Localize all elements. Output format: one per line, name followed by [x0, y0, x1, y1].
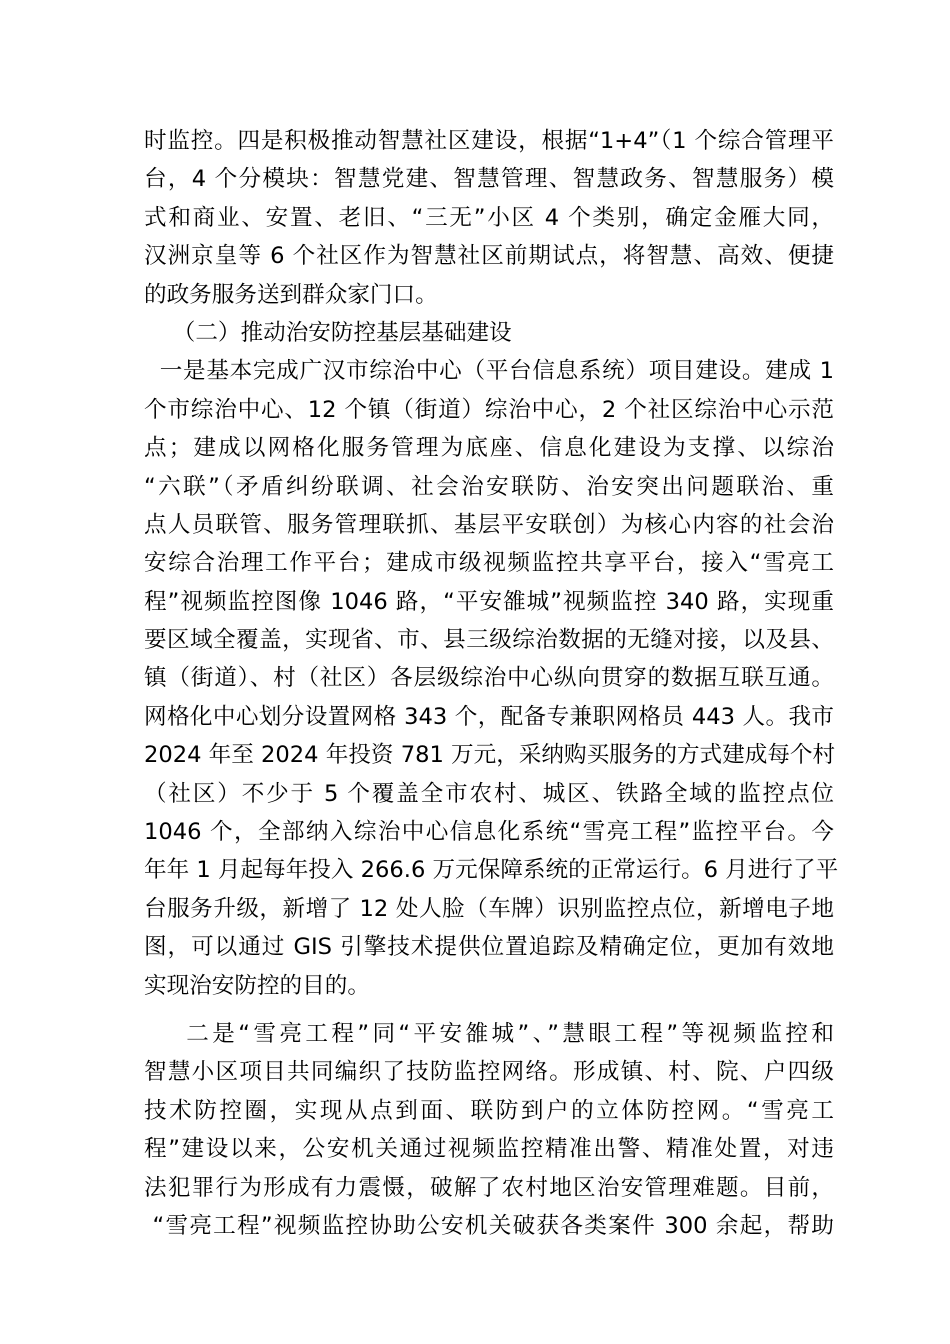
text-line: 年年 1 月起每年投入 266.6 万元保障系统的正常运行。6 月进行了平 [144, 857, 839, 884]
text-line: 的政务服务送到群众家门口。 [144, 281, 438, 308]
text-line: “雪亮工程”视频监控协助公安机关破获各类案件 300 余起，帮助 [144, 1212, 834, 1239]
text-line: 要区域全覆盖，实现省、市、县三级综治数据的无缝对接，以及县、 [144, 627, 834, 654]
text-line: 程”视频监控图像 1046 路，“平安雒城”视频监控 340 路，实现重 [144, 588, 834, 615]
section-heading-text: （二）推动治安防控基层基础建设 [144, 319, 512, 346]
text-line: 一是基本完成广汉市综治中心（平台信息系统）项目建设。建成 1 [144, 358, 834, 385]
paragraph-integrated-center [144, 352, 839, 1005]
text-line: 技术防控圈，实现从点到面、联防到户的立体防控网。“雪亮工 [144, 1097, 834, 1124]
text-line: 汉洲京皇等 6 个社区作为智慧社区前期试点，将智慧、高效、便捷 [144, 243, 834, 270]
text-line: 2024 年至 2024 年投资 781 万元，采纳购买服务的方式建成每个村 [144, 742, 836, 769]
text-line: 1046 个，全部纳入综治中心信息化系统“雪亮工程”监控平台。今 [144, 819, 834, 846]
document-body [144, 122, 839, 1245]
text-line: 智慧小区项目共同编织了技防监控网络。形成镇、村、院、户四级 [144, 1059, 834, 1086]
text-line: 镇（街道）、村（社区）各层级综治中心纵向贯穿的数据互联互通。 [144, 665, 834, 692]
text-line: 安综合治理工作平台；建成市级视频监控共享平台，接入“雪亮工 [144, 550, 834, 577]
text-line: 法犯罪行为形成有力震慑，破解了农村地区治安管理难题。目前， [144, 1174, 834, 1201]
text-line: 台，4 个分模块：智慧党建、智慧管理、智慧政务、智慧服务）模 [144, 166, 834, 193]
text-line: 网格化中心划分设置网格 343 个，配备专兼职网格员 443 人。我市 [144, 703, 834, 730]
text-line: （社区）不少于 5 个覆盖全市农村、城区、铁路全域的监控点位 [144, 780, 834, 807]
text-line: 二是“雪亮工程”同“平安雒城”、”慧眼工程”等视频监控和 [144, 1020, 834, 1047]
paragraph-snow-bright-project [144, 1015, 834, 1245]
text-line: 时监控。四是积极推动智慧社区建设，根据“1+4”（1 个综合管理平 [144, 128, 834, 154]
text-line: 图，可以通过 GIS 引擎技术提供位置追踪及精确定位，更加有效地 [144, 934, 834, 961]
section-heading [144, 314, 834, 352]
text-line: 点人员联管、服务管理联抓、基层平安联创）为核心内容的社会治 [144, 511, 834, 538]
paragraph-spacer [144, 1005, 834, 1015]
text-line: 个市综治中心、12 个镇（街道）综治中心，2 个社区综治中心示范 [144, 396, 834, 423]
text-line: 实现治安防控的目的。 [144, 972, 370, 999]
text-line: “六联”（矛盾纠纷联调、社会治安联防、治安突出问题联治、重 [144, 473, 834, 500]
text-line: 点；建成以网格化服务管理为底座、信息化建设为支撑、以综治 [144, 435, 834, 462]
paragraph-smart-community [144, 122, 834, 314]
text-line: 程”建设以来，公安机关通过视频监控精准出警、精准处置，对违 [144, 1136, 834, 1163]
text-line: 式和商业、安置、老旧、“三无”小区 4 个类别，确定金雁大同， [144, 204, 834, 231]
text-line: 台服务升级，新增了 12 处人脸（车牌）识别监控点位，新增电子地 [144, 895, 834, 922]
